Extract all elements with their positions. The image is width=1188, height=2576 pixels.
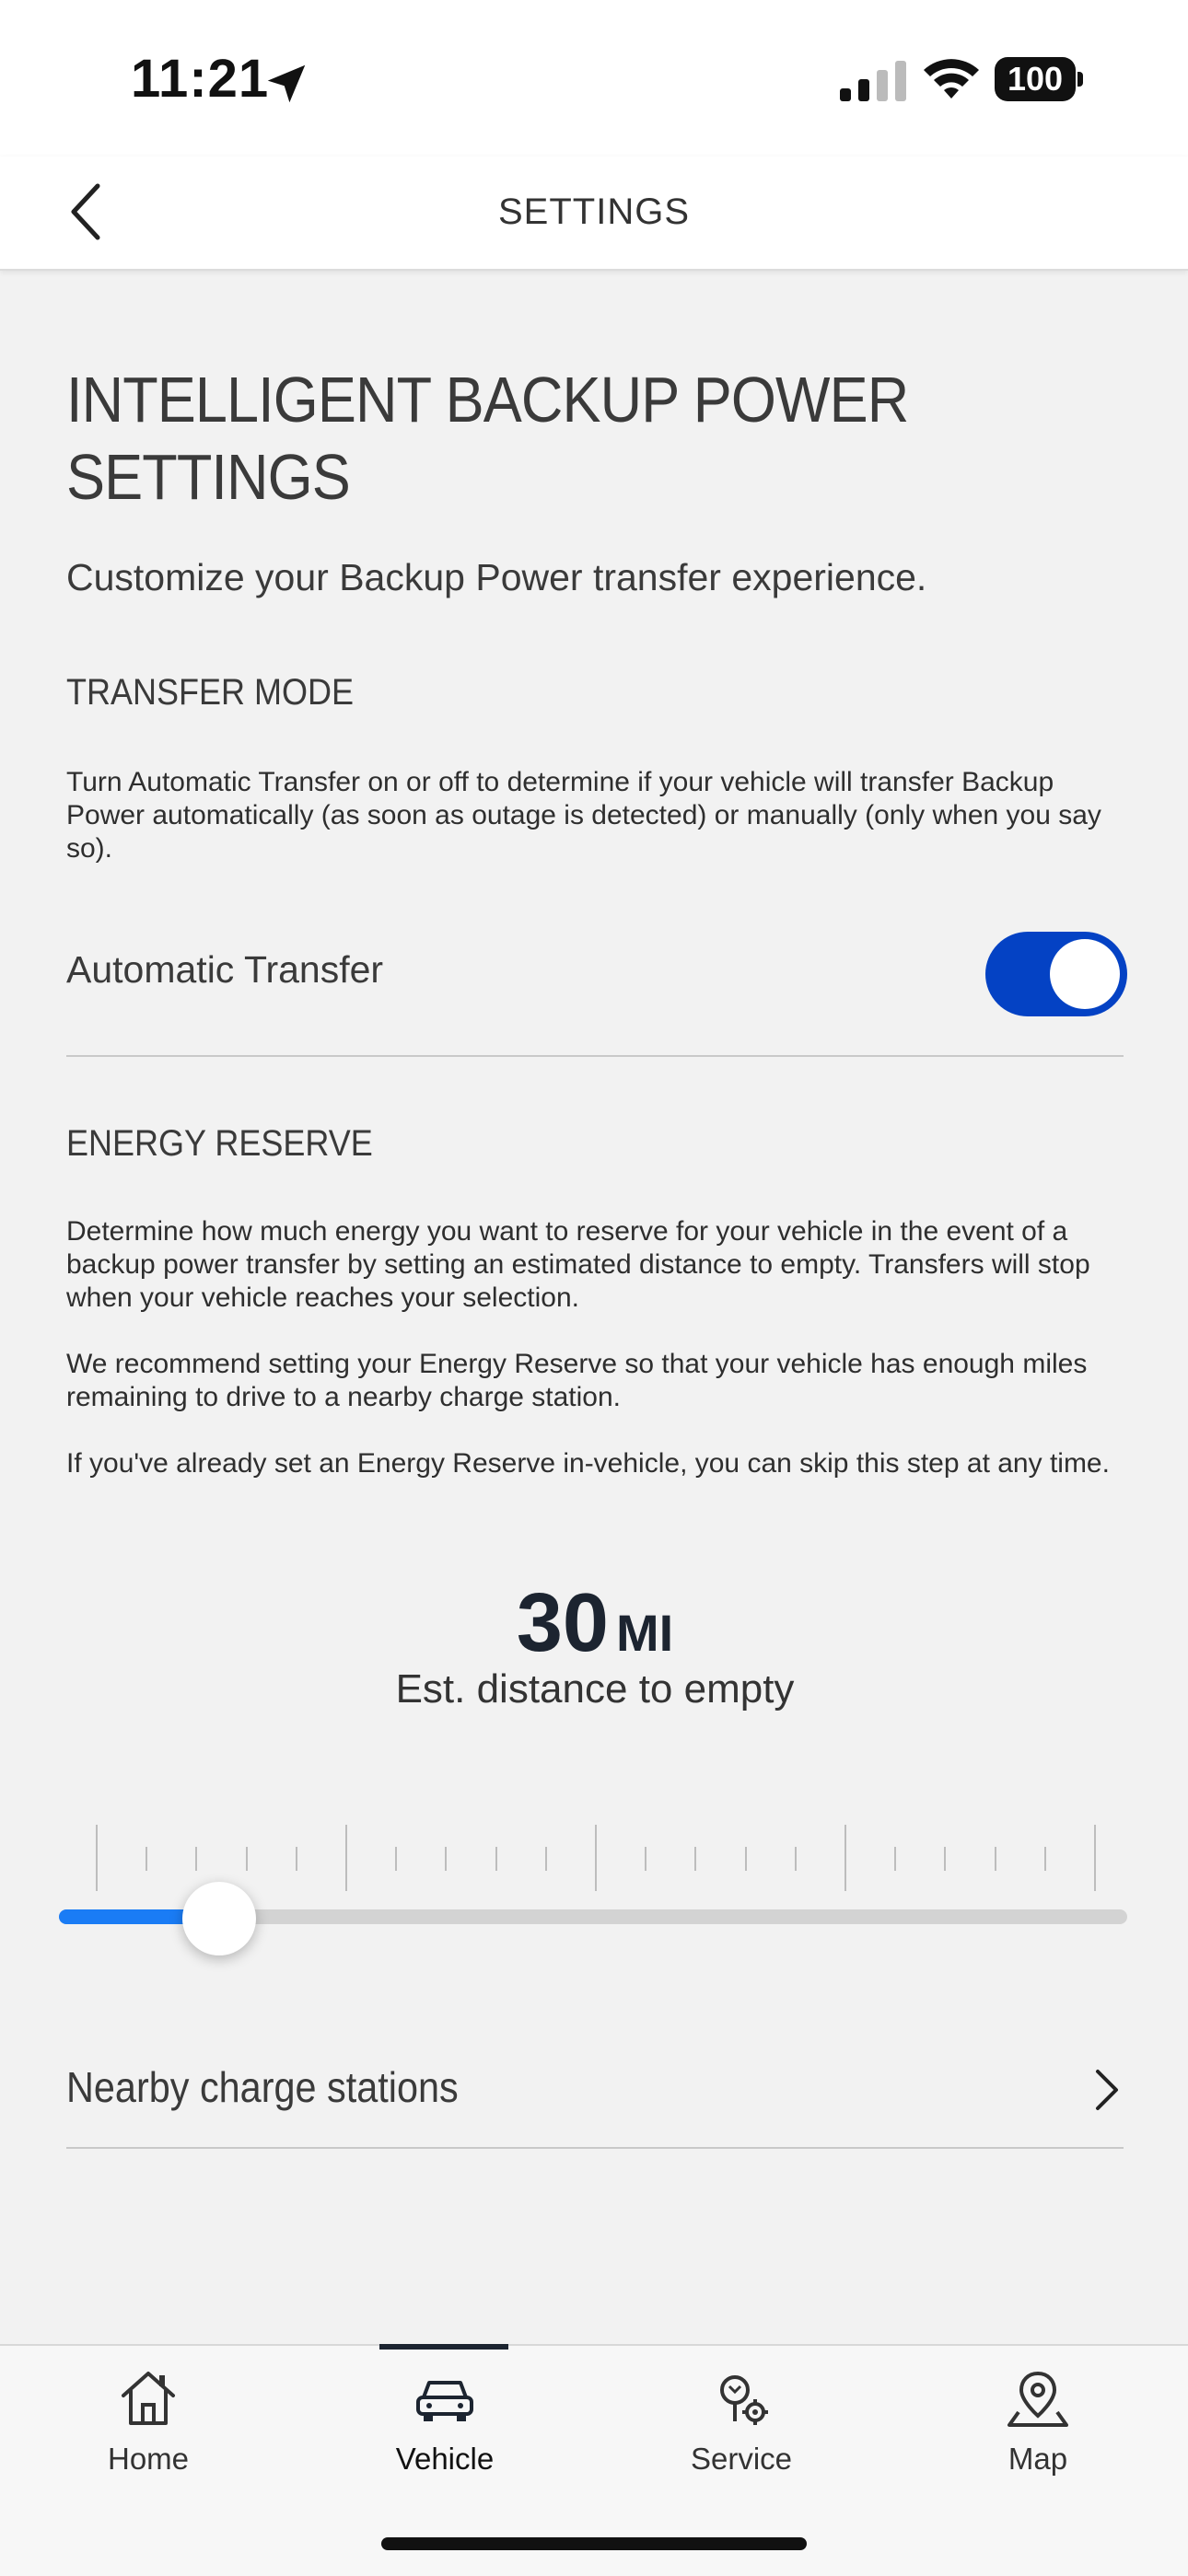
slider-tick (195, 1847, 197, 1871)
battery-tip (1077, 72, 1083, 87)
energy-reserve-skip-note: If you've already set an Energy Reserve in-vehicle, you can skip this step at any time. (66, 1448, 1110, 1479)
slider-tick (495, 1847, 497, 1871)
tab-vehicle[interactable] (297, 2346, 593, 2502)
energy-reserve-slider-thumb[interactable] (182, 1882, 256, 1955)
divider (66, 1055, 1124, 1057)
tab-service-label: Service (690, 2442, 793, 2476)
slider-tick (894, 1847, 896, 1871)
slider-tick (246, 1847, 248, 1871)
page-title: INTELLIGENT BACKUP POWER SETTINGS (66, 364, 909, 513)
slider-tick (395, 1847, 397, 1871)
slider-tick (944, 1847, 946, 1871)
automatic-transfer-label: Automatic Transfer (66, 948, 384, 991)
tab-service[interactable] (593, 2346, 890, 2502)
slider-tick (445, 1847, 447, 1871)
cellular-signal-icon (840, 61, 906, 101)
energy-reserve-recommendation: We recommend setting your Energy Reserve so that your vehicle has enough miles remaining to drive to a nearby charge station. (66, 1349, 1088, 1412)
tab-map-label: Map (1007, 2442, 1068, 2476)
slider-tick (645, 1847, 646, 1871)
slider-tick-marks (96, 1823, 1094, 1891)
reserve-value (66, 1576, 1124, 1671)
tab-map[interactable] (890, 2346, 1186, 2502)
slider-tick (545, 1847, 547, 1871)
battery-indicator (995, 57, 1087, 105)
slider-tick (745, 1847, 747, 1871)
transfer-mode-heading: TRANSFER MODE (66, 672, 355, 713)
transfer-mode-description: Turn Automatic Transfer on or off to determine if your vehicle will transfer Backup Power automatically (as soon as outage is detected) or manually (only when you say so). (66, 767, 1101, 864)
slider-tick (844, 1825, 846, 1891)
slider-tick (694, 1847, 696, 1871)
slider-tick (795, 1847, 797, 1871)
divider (66, 2147, 1124, 2149)
tab-home-label: Home (107, 2442, 190, 2476)
slider-tick (995, 1847, 996, 1871)
nearby-charge-stations-row[interactable] (66, 2046, 1124, 2129)
location-arrow-icon (262, 59, 311, 109)
slider-tick (96, 1825, 98, 1891)
reserve-distance-number: 30 (516, 1577, 609, 1669)
slider-tick (296, 1847, 297, 1871)
tab-home[interactable] (0, 2346, 297, 2502)
slider-tick (595, 1825, 597, 1891)
tab-vehicle-label: Vehicle (395, 2442, 495, 2476)
status-bar (0, 0, 1188, 157)
nearby-charge-stations-label: Nearby charge stations (66, 2063, 459, 2111)
energy-reserve-heading: ENERGY RESERVE (66, 1123, 373, 1164)
map-pin-icon (1006, 2366, 1070, 2431)
navigation-bar (0, 157, 1188, 271)
status-time: 11:21 (131, 49, 270, 109)
automatic-transfer-toggle[interactable] (985, 932, 1127, 1016)
home-indicator[interactable] (381, 2537, 807, 2550)
wifi-icon (921, 53, 982, 101)
slider-tick (1044, 1847, 1046, 1871)
toggle-knob (1050, 939, 1120, 1009)
slider-tick (345, 1825, 347, 1891)
page-subtitle: Customize your Backup Power transfer experience. (66, 556, 927, 598)
home-icon (116, 2366, 181, 2431)
energy-reserve-description: Determine how much energy you want to reserve for your vehicle in the event of a backup power transfer by setting an estimated distance to empty. Transfers will stop when your vehicle reaches your selection. (66, 1216, 1090, 1313)
reserve-distance-label: Est. distance to empty (395, 1666, 795, 1712)
battery-level: 100 (995, 57, 1076, 101)
slider-tick (1094, 1825, 1096, 1891)
vehicle-icon (413, 2366, 477, 2431)
slider-tick (146, 1847, 147, 1871)
nav-title: SETTINGS (497, 191, 691, 232)
chevron-right-icon (1090, 2066, 1124, 2114)
active-tab-indicator (379, 2344, 508, 2350)
service-icon (709, 2366, 774, 2431)
reserve-distance-unit: MI (615, 1604, 674, 1662)
